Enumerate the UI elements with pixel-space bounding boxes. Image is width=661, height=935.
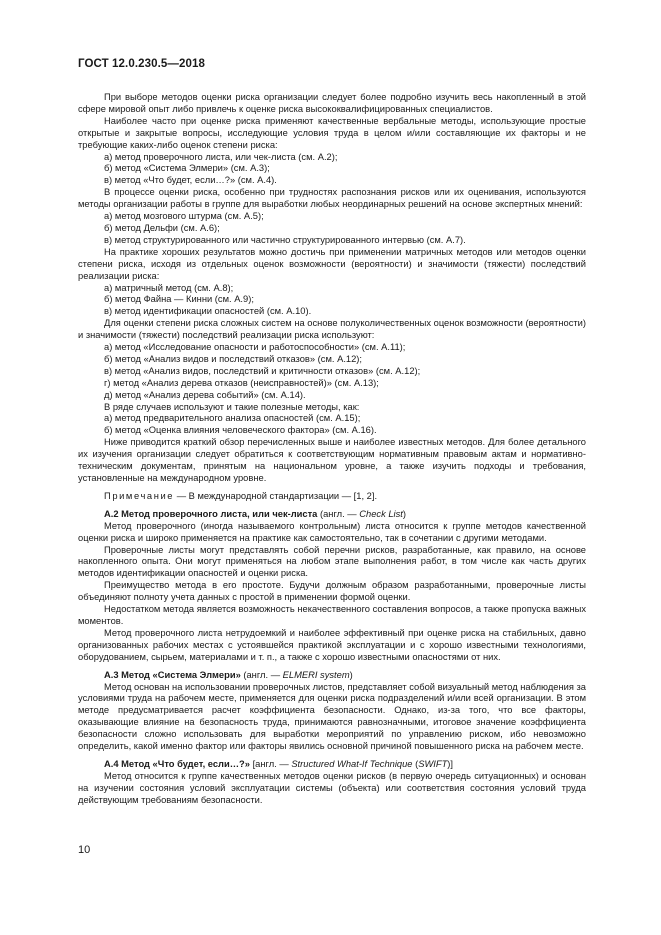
list-item: б) метод «Система Элмери» (см. А.3); bbox=[104, 163, 270, 174]
paragraph: Для оценки степени риска сложных систем на основе полуколичественных оценок возможности (вероятности) и значимости (тяжести) последствий реализации риска используют: bbox=[78, 318, 586, 341]
section-heading bbox=[78, 670, 586, 682]
list-item: д) метод «Анализ дерева событий» (см. А.14). bbox=[104, 389, 306, 400]
list-item: г) метод «Анализ дерева отказов (неисправностей)» (см. А.13); bbox=[104, 377, 379, 388]
list-item: а) метод мозгового штурма (см. А.5); bbox=[104, 211, 264, 222]
paragraph: Проверочные листы могут представлять собой перечни рисков, разработанные, как правило, на основе накопленного опыта. Они могут применяться на любом этапе выполнения работ, в том числе как часть других методов идентификации опасностей и оценки риска. bbox=[78, 544, 586, 579]
list-item: а) метод проверочного листа, или чек-листа (см. А.2); bbox=[104, 151, 338, 162]
list-item: а) метод предварительного анализа опасностей (см. А.15); bbox=[104, 413, 361, 424]
paragraph: В процессе оценки риска, особенно при трудностях распознания рисков или их оценивания, используются методы организации работы в группе для выработки любых неординарных решений на основе экспертных мнений: bbox=[78, 187, 586, 210]
heading-english-name: ELMERI system bbox=[282, 669, 350, 680]
paragraph: Недостатком метода является возможность некачественного составления вопросов, а также пропуска важных моментов. bbox=[78, 604, 586, 626]
heading-english-name: Structured What-If Technique bbox=[291, 758, 413, 769]
heading-english-name: Check List bbox=[359, 508, 403, 519]
list-item: б) метод Файна — Кинни (см. А.9); bbox=[104, 294, 254, 305]
list-item: в) метод «Анализ видов, последствий и критичности отказов» (см. А.12); bbox=[104, 365, 421, 376]
heading-english-prefix: [англ. — bbox=[249, 758, 292, 769]
heading-title: А.4 Метод «Что будет, если…?» bbox=[104, 758, 250, 769]
heading-english-prefix: (англ. — bbox=[240, 669, 283, 680]
heading-english-prefix: (англ. — bbox=[317, 508, 360, 519]
list-item: в) метод идентификации опасностей (см. А.10). bbox=[104, 306, 312, 317]
paragraph: Метод относится к группе качественных методов оценки рисков (в первую очередь ситуационных) и основан на изучении состояния условий эксплуатации системы (объекта) или соответствия состояния условий труда действующим требованиям безопасности. bbox=[78, 770, 586, 805]
heading-suffix: ) bbox=[402, 508, 406, 519]
paragraph: В ряде случаев используют и такие полезные методы, как: bbox=[104, 401, 360, 412]
heading-suffix: ) bbox=[349, 669, 353, 680]
note-text: — В международной стандартизации — [1, 2]. bbox=[174, 490, 378, 501]
paragraph: Метод основан на использовании проверочных листов, представляет собой визуальный метод наблюдения за условиями труда на рабочем месте, применяется для оценки риска подразделений и/или всей организации. В этом методе предусматривается расчет коэффициента безопасности. Однако, из-за того, что все факторы, оказывающие влияние на безопасность труда, принимаются равнозначными, итоговое значение коэффициента безопасности сложно использовать для выработки мероприятий по управлению риском, ибо невозможно определить, какой именно фактор или факторы явились основной причиной повышенного риска на рабочем месте. bbox=[78, 681, 586, 752]
list-item: в) метод структурированного или частично структурированного интервью (см. А.7). bbox=[104, 234, 466, 245]
document-header: ГОСТ 12.0.230.5—2018 bbox=[78, 58, 205, 70]
note bbox=[78, 491, 586, 503]
heading-title: А.2 Метод проверочного листа, или чек-листа bbox=[104, 508, 318, 519]
list-item: а) матричный метод (см. А.8); bbox=[104, 282, 234, 293]
page-number: 10 bbox=[78, 844, 91, 856]
paragraph: Метод проверочного листа нетрудоемкий и наиболее эффективный при оценке риска на стабильных, давно организованных рабочих местах с устоявшейся практикой эксплуатации и с хорошо известными технологиями, оборудованием, сырьем, материалами и т. п., а также с хорошо известными опасностями от них. bbox=[78, 627, 586, 662]
section-heading bbox=[78, 759, 586, 771]
heading-suffix: ( bbox=[412, 758, 419, 769]
document-body bbox=[78, 92, 586, 807]
list-item: а) метод «Исследование опасности и работоспособности» (см. А.11); bbox=[104, 342, 406, 353]
list-item: в) метод «Что будет, если…?» (см. А.4). bbox=[104, 175, 277, 186]
paragraph: При выборе методов оценки риска организации следует более подробно изучить весь накопленный в этой сфере мировой опыт либо привлечь к оценке риска высококвалифицированных специалистов. bbox=[78, 92, 586, 114]
list-item: б) метод Дельфи (см. А.6); bbox=[104, 222, 220, 233]
note-label: Примечание bbox=[104, 490, 175, 501]
paragraph: Ниже приводится краткий обзор перечисленных выше и наиболее известных методов. Для более детального их изучения организации следует обратиться к соответствующим нормативным правовым актам и нормативно-техническим документам, принятым на национальном уровне, а также изучить подходы и требования, установленные на международном уровне. bbox=[78, 437, 586, 483]
section-heading bbox=[78, 509, 586, 521]
heading-title: А.3 Метод «Система Элмери» bbox=[104, 669, 241, 680]
paragraph: Преимущество метода в его простоте. Будучи должным образом разработанными, проверочные листы объединяют полноту учета данных с простой в применении формой оценки. bbox=[78, 580, 586, 603]
list-item: б) метод «Оценка влияния человеческого фактора» (см. А.16). bbox=[104, 425, 377, 436]
heading-suffix-end: )] bbox=[447, 758, 453, 769]
paragraph: Наиболее часто при оценке риска применяют качественные вербальные методы, использующие простые открытые и закрытые вопросы, исследующие условия труда в целом и/или составляющие их факторы и не требующие каких-либо оценок степени риска: bbox=[78, 115, 586, 150]
paragraph: Метод проверочного (иногда называемого контрольным) листа относится к группе методов качественной оценки риска и широко применяется на практике как самостоятельно, так в сочетании с другими методами. bbox=[78, 520, 586, 543]
list-item: б) метод «Анализ видов и последствий отказов» (см. А.12); bbox=[104, 353, 363, 364]
paragraph: На практике хороших результатов можно достичь при применении матричных методов или методов оценки степени риска, исходя из отдельных оценок возможности (вероятности) и значимости (тяжести) последствий реализации риска: bbox=[78, 246, 586, 281]
heading-abbreviation: SWIFT bbox=[418, 758, 448, 769]
